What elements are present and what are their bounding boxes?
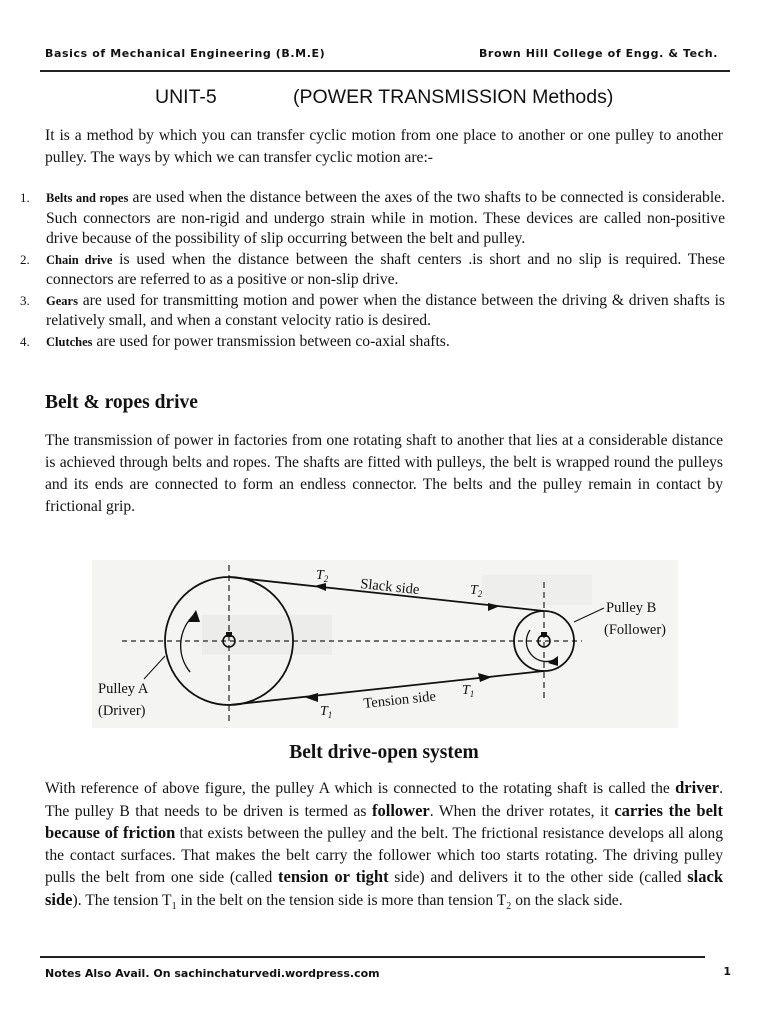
pulley-a-sublabel: (Driver) [98, 703, 146, 719]
list-item-term: Clutches [46, 334, 93, 349]
pulley-b-leader [574, 608, 604, 622]
list-item-number: 4. [20, 333, 30, 349]
text-run: . The pulley B that needs to be driven is termed as [45, 780, 723, 820]
list-item-number: 2. [20, 251, 30, 267]
list-item-text: is used when the distance between the shaft centers .is short and no slip is required. These connectors are referred to as a positive or non-slip drive. [46, 250, 725, 288]
t1-label-left: $T_1$ [320, 704, 333, 720]
t2-label-left: $T_2$ [316, 568, 329, 584]
header-college-name: Brown Hill College of Engg. & Tech. [478, 47, 718, 60]
list-item-text: are used when the distance between the axes of the two shafts to be connected is considerable. Such connectors are non-rigid and undergo strain while in motion. These devices are called non-positive drive because of the possibility of slip occurring between the belt and pulley. [46, 189, 725, 247]
intro-paragraph: It is a method by which you can transfer cyclic motion from one place to another or one pulley to another pulley. The ways by which we can transfer cyclic motion are:- [45, 127, 723, 166]
pulley-b-key [541, 632, 547, 637]
pulley-a-key [226, 632, 232, 637]
list-item [20, 291, 725, 332]
list-item [20, 332, 725, 353]
bold-term-tension: tension or tight [278, 867, 389, 886]
slack-side-label: Slack side [359, 576, 421, 599]
scan-smudge [202, 615, 332, 655]
text-run: side) and delivers it to the other side (called [388, 869, 688, 886]
text-run: on the slack side. [511, 891, 623, 909]
list-item-text: are used for power transmission between co-axial shafts. [92, 332, 450, 350]
methods-list [20, 188, 725, 352]
pulley-a-label: Pulley A [98, 681, 149, 697]
bold-term-friction: carries the belt because of friction [45, 800, 723, 842]
header-divider [40, 70, 730, 72]
t1-label-right: $T_1$ [462, 683, 475, 699]
figure-caption: Belt drive-open system [289, 742, 479, 763]
explanation-paragraph [45, 777, 723, 911]
section-heading: Belt & ropes drive [45, 392, 198, 413]
unit-title [155, 86, 613, 109]
scan-smudge [482, 575, 592, 605]
pulley-a-rotation-arrow [181, 614, 195, 672]
text-run: that exists between the pulley and the belt. The frictional resistance develops all along the contact surfaces. That makes the belt carry the follower which too starts rotating. The driving pulley pulls the belt from one side (called [45, 825, 723, 886]
list-item-text: are used for transmitting motion and power when the distance between the driving & driven shafts is relatively small, and when a constant velocity ratio is desired. [46, 291, 725, 329]
bold-term-slack: slack side [45, 867, 723, 909]
footer-notes-link: Notes Also Avail. On sachinchaturvedi.wordpress.com [45, 967, 380, 980]
header-course-title: Basics of Mechanical Engineering (B.M.E) [45, 47, 326, 60]
text-run: With reference of above figure, the pulley A which is connected to the rotating shaft is called the [45, 780, 676, 797]
pulley-b-label: Pulley B [606, 600, 657, 616]
footer-divider [40, 956, 705, 958]
tension-side-label: Tension side [362, 688, 437, 712]
text-run: . When the driver rotates, it [429, 802, 615, 820]
unit-topic: (POWER TRANSMISSION Methods) [293, 86, 614, 108]
text-run: ). The tension T [72, 891, 172, 909]
list-item [20, 188, 725, 250]
list-item-term: Belts and ropes [46, 191, 129, 205]
arrowhead [188, 610, 200, 622]
bold-term-driver: driver [675, 778, 720, 797]
unit-number: UNIT-5 [155, 86, 217, 108]
belt-drive-paragraph: The transmission of power in factories from one rotating shaft to another that lies at a considerable distance is achieved through belts and ropes. The shafts are fitted with pulleys, the belt is wrapped round the pulleys and its ends are connected to form an endless connector. The belts and the pulley remain in contact by frictional grip. [45, 432, 723, 515]
list-item-number: 1. [20, 190, 30, 205]
list-item-number: 3. [20, 292, 30, 308]
subscript: 2 [506, 900, 512, 912]
list-item [20, 250, 725, 291]
page-number: 1 [723, 965, 731, 978]
subscript: 1 [171, 900, 177, 912]
t2-label-right: $T_2$ [470, 583, 483, 599]
t1-arrow-left [304, 693, 318, 702]
list-item-term: Gears [46, 293, 78, 308]
t1-arrow-right [478, 673, 492, 682]
list-item-term: Chain drive [46, 252, 113, 267]
pulley-a-leader [144, 656, 165, 679]
belt-drive-diagram [92, 560, 678, 728]
text-run: in the belt on the tension side is more than tension T [176, 891, 507, 909]
bold-term-follower: follower [371, 800, 430, 820]
pulley-b-sublabel: (Follower) [604, 622, 667, 638]
belt-drive-figure [92, 560, 678, 728]
